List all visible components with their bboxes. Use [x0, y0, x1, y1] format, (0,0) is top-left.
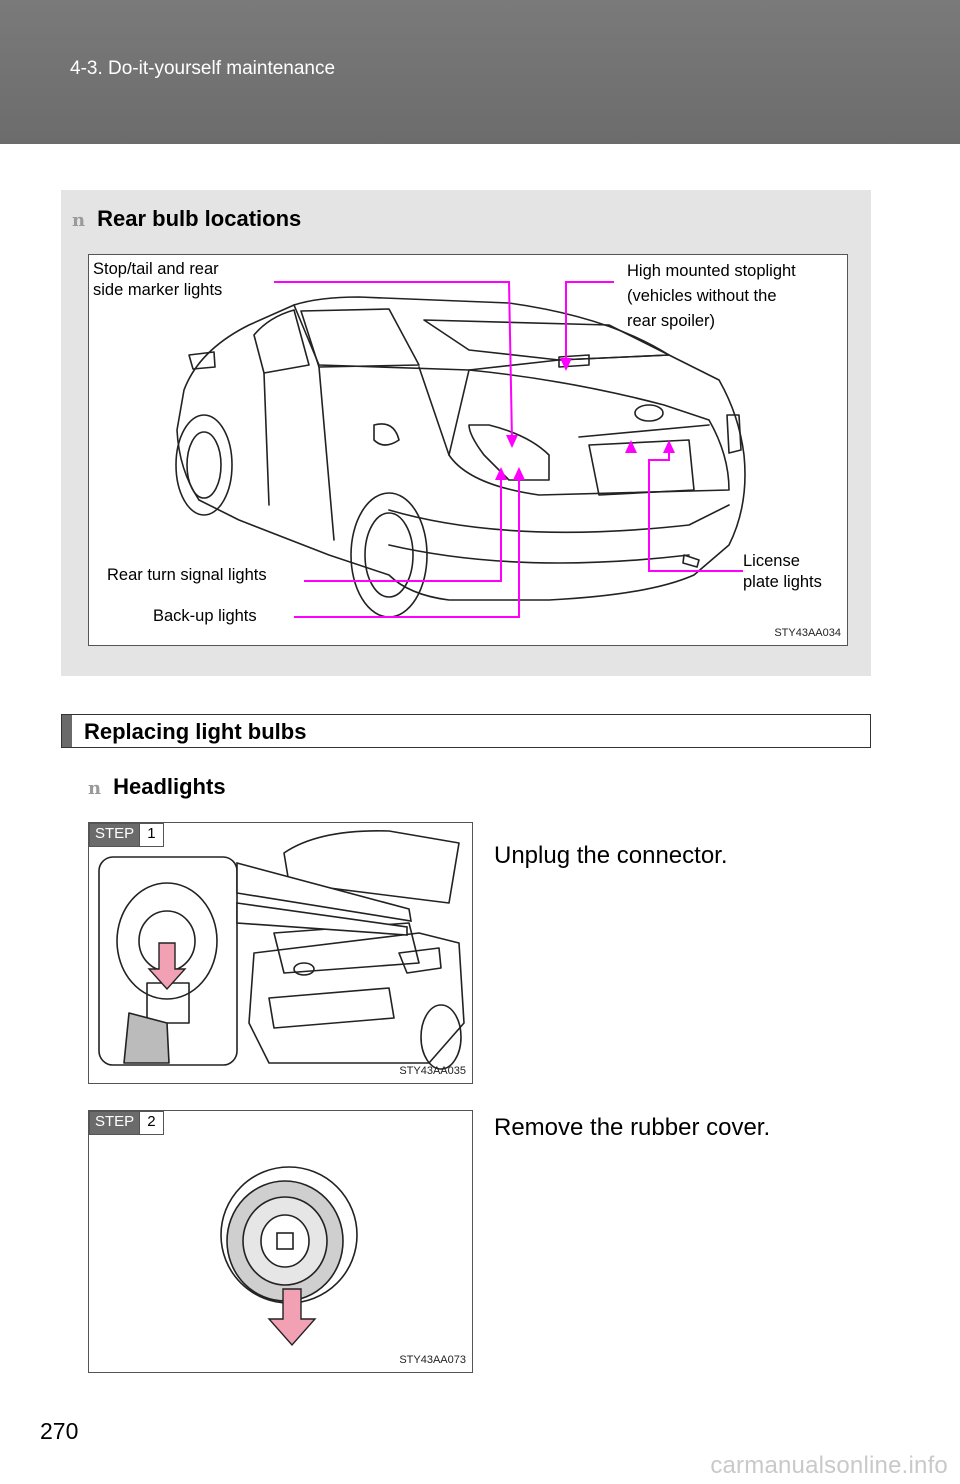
front-wheel-step1: [421, 1005, 461, 1069]
section-bar-tab: [62, 715, 72, 747]
callout-line-high-mount: [566, 282, 614, 362]
car-trunk-lid: [449, 370, 729, 495]
exhaust-pipe: [683, 555, 699, 567]
arrowhead-back-up: [513, 467, 525, 480]
headlamp-shape: [399, 948, 441, 973]
step-number: 2: [139, 1112, 162, 1134]
figure-code: STY43AA034: [774, 627, 841, 639]
step1-instruction: Unplug the connector.: [494, 842, 728, 869]
front-emblem: [294, 963, 314, 975]
step-word: STEP: [90, 1112, 139, 1134]
rear-wheel: [351, 493, 427, 617]
car-side-window-rear: [301, 309, 419, 367]
bulb-connector: [277, 1233, 293, 1249]
step-word: STEP: [90, 824, 139, 846]
tail-lamp-left: [469, 425, 549, 480]
callout-high-mounted: [627, 259, 796, 334]
callout-license-line1: License: [743, 552, 800, 570]
callout-stop-tail: [93, 259, 222, 301]
car-body-outline: [177, 297, 745, 600]
step1-figure: [88, 822, 473, 1084]
rear-bulb-title: Rear bulb locations: [97, 206, 302, 231]
step2-instruction: Remove the rubber cover.: [494, 1114, 771, 1141]
fuel-door: [374, 424, 399, 445]
car-roof-line: [294, 305, 669, 370]
arrowhead-rear-turn: [495, 467, 507, 480]
hand-shape: [124, 1013, 169, 1063]
callout-license: [743, 551, 822, 593]
arrowhead-stop-tail: [506, 435, 518, 448]
rear-bulb-figure: [88, 254, 848, 646]
license-plate-recess: [589, 440, 694, 495]
rear-bulb-heading: [72, 206, 301, 232]
replacing-section-bar: [61, 714, 871, 748]
front-wheel: [176, 415, 232, 515]
callout-high-mounted-line2: (vehicles without the: [627, 287, 777, 305]
pull-arrow-icon: [149, 943, 185, 989]
bullet-icon: n: [88, 778, 102, 799]
car-bumper: [389, 505, 729, 563]
inset-pointer: [237, 863, 411, 935]
watermark: carmanualsonline.info: [710, 1452, 948, 1479]
headlights-title: Headlights: [113, 774, 226, 799]
callout-license-line2: plate lights: [743, 573, 822, 591]
rear-wheel-rim: [365, 513, 413, 597]
callout-stop-tail-line1: Stop/tail and rear: [93, 260, 219, 278]
section-header-title: 4-3. Do-it-yourself maintenance: [70, 58, 336, 79]
trunk-emblem: [635, 405, 663, 421]
page-number: 270: [40, 1418, 79, 1444]
callout-high-mounted-line3: rear spoiler): [627, 312, 716, 330]
tail-lamp-right: [727, 415, 741, 453]
step-number: 1: [139, 824, 162, 846]
step2-figure: [88, 1110, 473, 1373]
figure-code: STY43AA073: [399, 1354, 466, 1366]
arrowhead-high-mount: [560, 358, 572, 371]
rubber-cover-illustration: [89, 1111, 472, 1372]
figure-code: STY43AA035: [399, 1065, 466, 1077]
callout-rear-turn: Rear turn signal lights: [107, 566, 267, 584]
connector-plug: [147, 983, 189, 1023]
car-door-line: [264, 367, 449, 540]
callout-line-license: [649, 445, 743, 571]
headlights-heading: [88, 774, 226, 800]
callout-line-back-up: [294, 475, 519, 617]
bullet-icon: n: [72, 210, 86, 231]
callout-back-up: Back-up lights: [153, 607, 257, 625]
trunk-garnish: [579, 425, 709, 437]
callout-line-stop-tail: [274, 282, 512, 440]
replacing-section-title: Replacing light bulbs: [84, 719, 307, 744]
callout-stop-tail-line2: side marker lights: [93, 281, 223, 299]
grille: [269, 988, 394, 1028]
car-front-body: [249, 933, 464, 1063]
callout-high-mounted-line1: High mounted stoplight: [627, 262, 796, 280]
engine-bay-illustration: [89, 823, 472, 1083]
front-wheel-rim: [187, 432, 221, 498]
